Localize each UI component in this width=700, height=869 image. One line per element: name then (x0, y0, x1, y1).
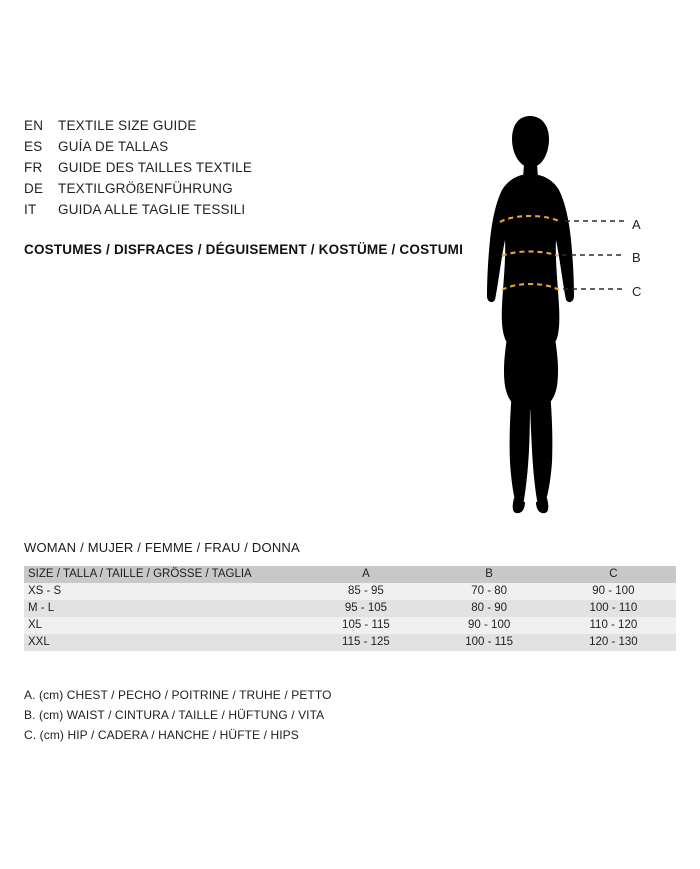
cell-size: M - L (28, 602, 55, 614)
cell-hip: 120 - 130 (589, 636, 638, 648)
size-table (24, 566, 676, 651)
column-header-a: A (362, 568, 370, 580)
table-row (24, 617, 676, 634)
legend-row-hip: C. (cm) HIP / CADERA / HANCHE / HÜFTE / HIPS (24, 728, 299, 742)
cell-size: XXL (28, 636, 50, 648)
language-code-es: ES (24, 139, 43, 154)
table-row (24, 583, 676, 600)
table-row (24, 600, 676, 617)
cell-chest: 105 - 115 (342, 619, 390, 631)
column-header-c: C (609, 568, 618, 580)
cell-chest: 115 - 125 (342, 636, 390, 648)
cell-waist: 100 - 115 (465, 636, 514, 648)
measure-letter-a: A (632, 217, 641, 232)
language-label-de: TEXTILGRÖßENFÜHRUNG (58, 181, 233, 196)
language-row-es (24, 139, 454, 160)
legend-row-waist: B. (cm) WAIST / CINTURA / TAILLE / HÜFTUNG / VITA (24, 708, 325, 722)
language-code-it: IT (24, 202, 37, 217)
cell-waist: 90 - 100 (468, 619, 511, 631)
measure-letter-c: C (632, 284, 642, 299)
column-header-b: B (485, 568, 493, 580)
cell-chest: 95 - 105 (344, 602, 388, 614)
measurement-legend (24, 688, 624, 748)
language-row-de (24, 181, 454, 202)
measure-letter-b: B (632, 250, 641, 265)
cell-size: XL (28, 619, 43, 631)
costumes-subtitle: COSTUMES / DISFRACES / DÉGUISEMENT / KOSTÜME / COSTUMI (24, 242, 464, 257)
language-code-fr: FR (24, 160, 43, 175)
language-row-it (24, 202, 454, 223)
column-header-size: SIZE / TALLA / TAILLE / GRÖSSE / TAGLIA (28, 568, 252, 580)
language-label-en: TEXTILE SIZE GUIDE (58, 118, 197, 133)
language-row-fr (24, 160, 454, 181)
language-list (24, 118, 454, 223)
cell-size: XS - S (28, 585, 62, 597)
language-label-es: GUÍA DE TALLAS (58, 139, 169, 154)
legend-row-chest: A. (cm) CHEST / PECHO / POITRINE / TRUHE / PETTO (24, 688, 332, 702)
language-code-en: EN (24, 118, 44, 133)
female-silhouette-icon (470, 110, 670, 520)
table-caption: WOMAN / MUJER / FEMME / FRAU / DONNA (24, 540, 300, 555)
cell-chest: 85 - 95 (348, 585, 384, 597)
cell-hip: 100 - 110 (589, 602, 638, 614)
language-row-en (24, 118, 454, 139)
cell-hip: 110 - 120 (589, 619, 638, 631)
table-header-row (24, 566, 676, 583)
language-label-fr: GUIDE DES TAILLES TEXTILE (58, 160, 253, 175)
table-row (24, 634, 676, 651)
cell-hip: 90 - 100 (592, 585, 635, 597)
cell-waist: 70 - 80 (471, 585, 508, 597)
cell-waist: 80 - 90 (471, 602, 508, 614)
language-label-it: GUIDA ALLE TAGLIE TESSILI (58, 202, 246, 217)
body-figure (470, 110, 670, 520)
language-code-de: DE (24, 181, 44, 196)
